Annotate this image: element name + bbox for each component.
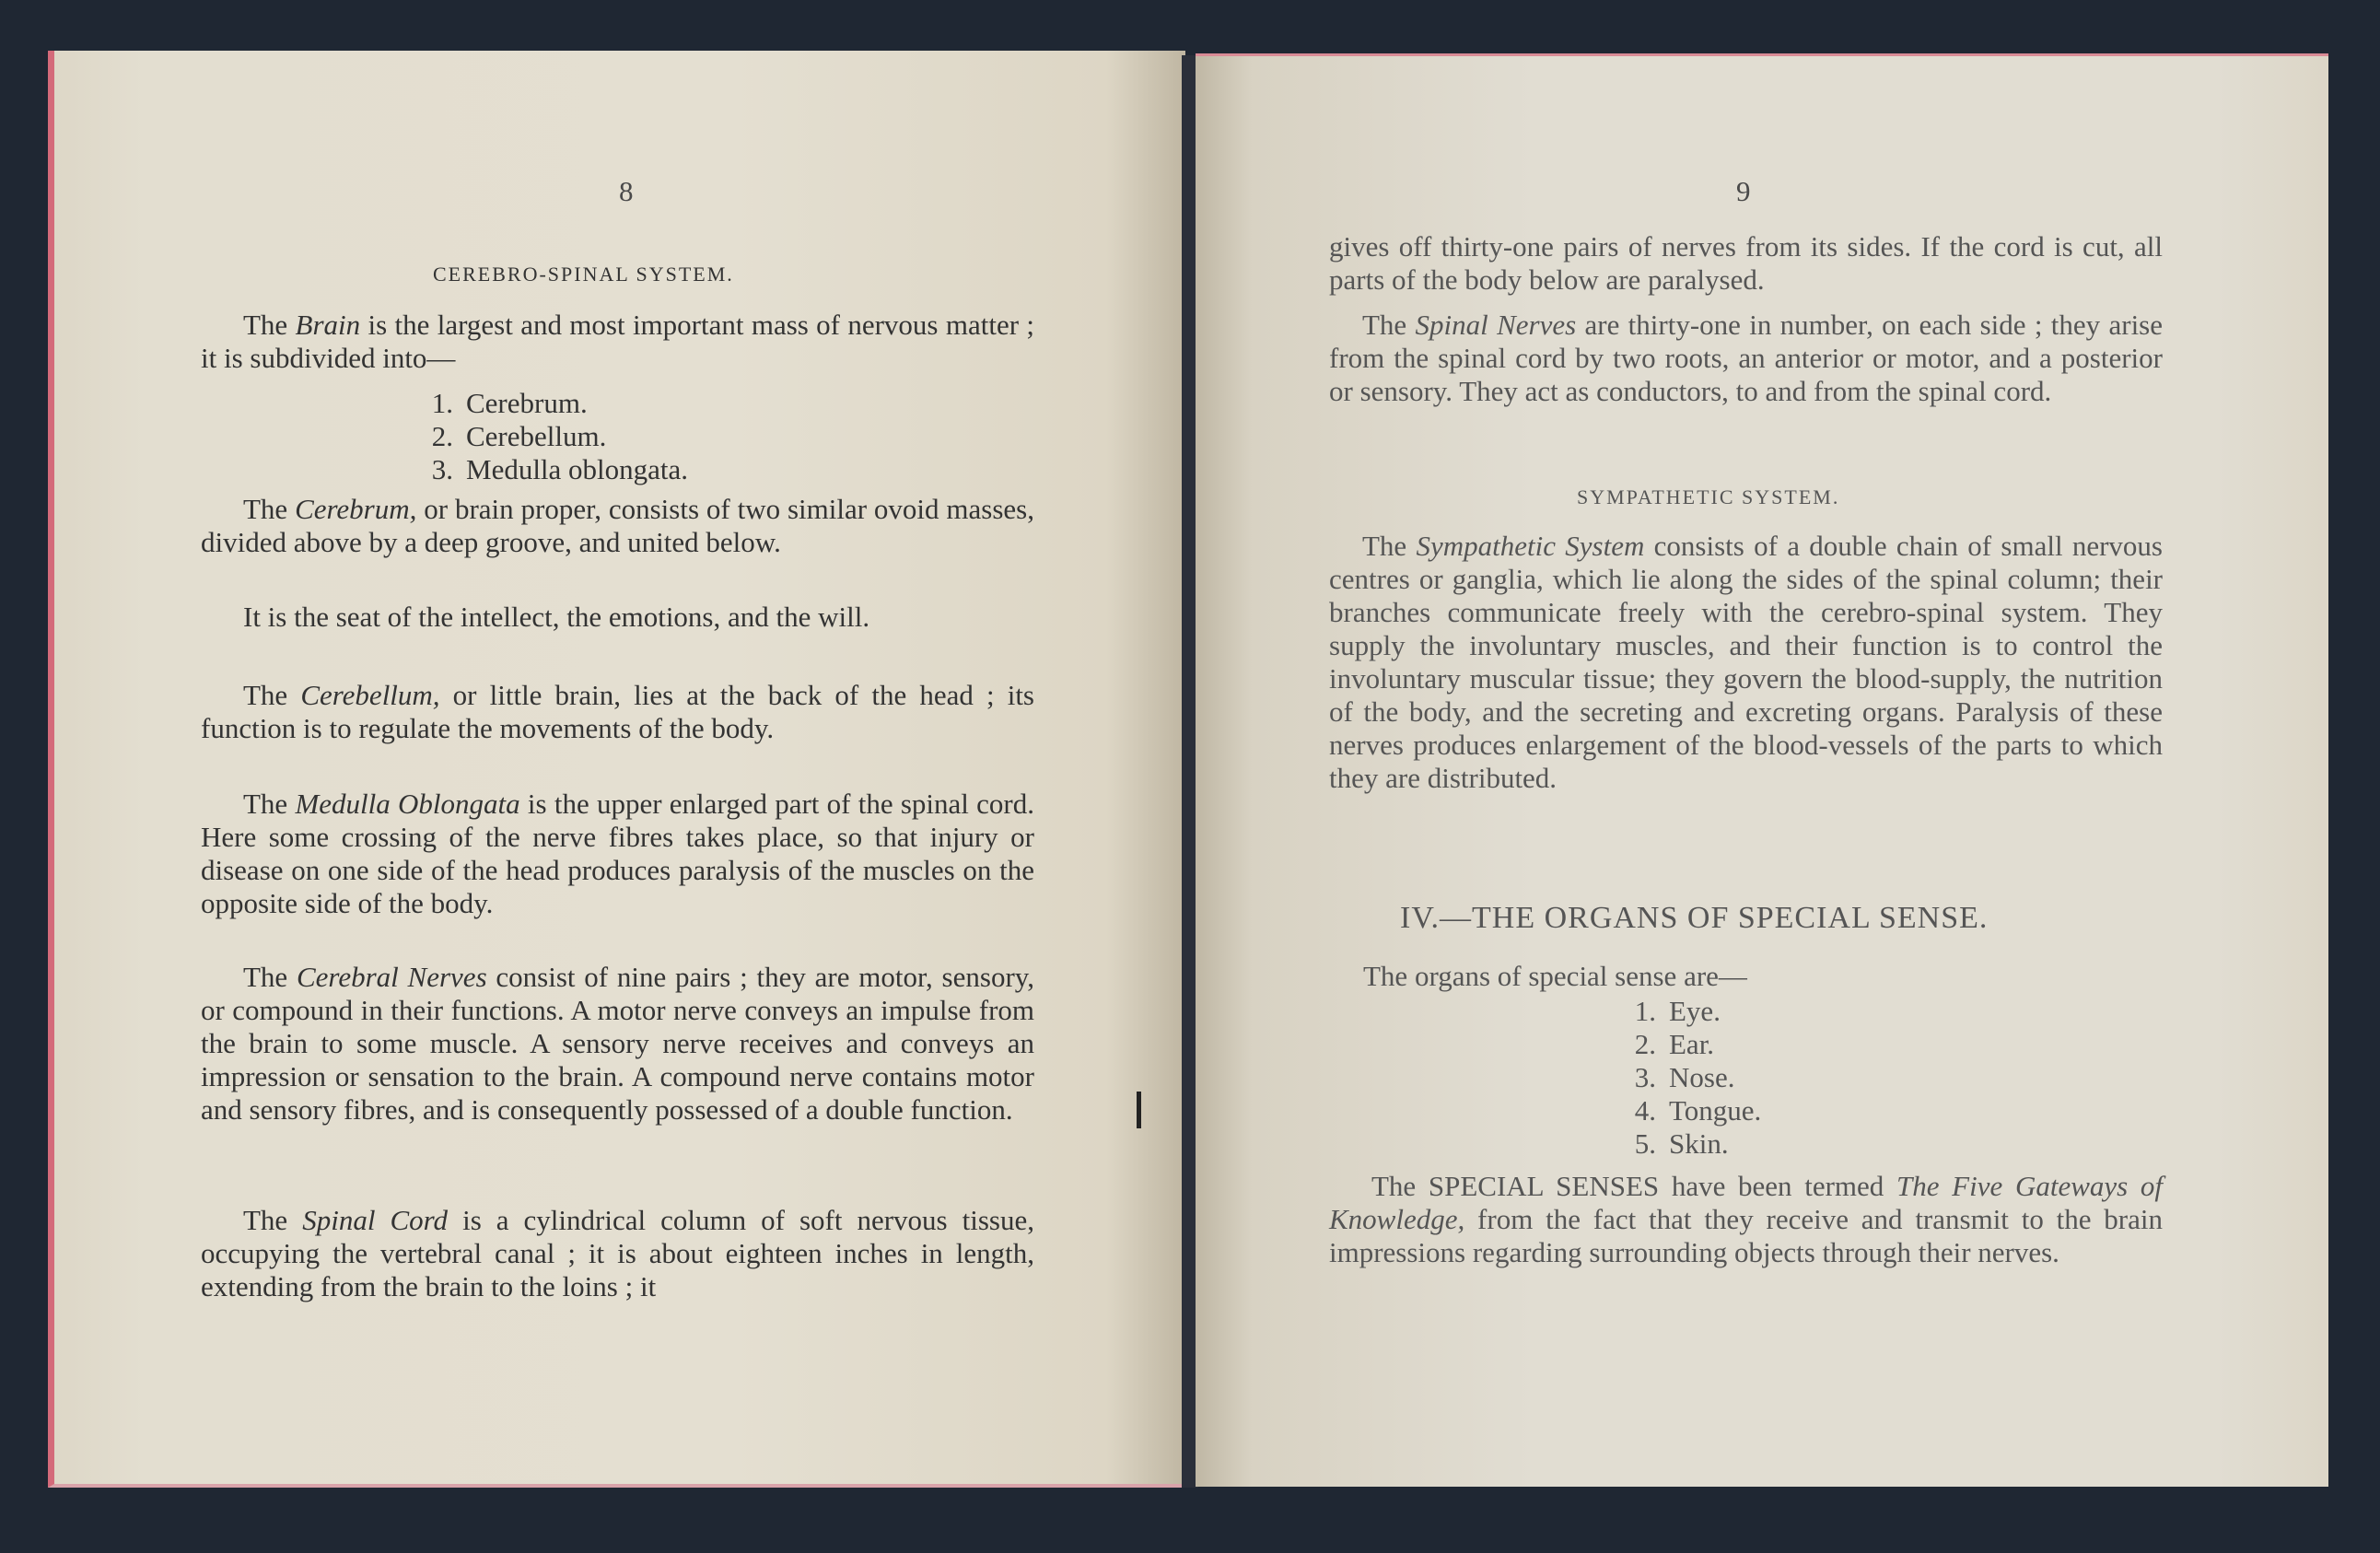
- list-item: 2. Cerebellum.: [431, 420, 607, 452]
- cerebral-nerves-paragraph: The Cerebral Nerves consist of nine pairs ; they are motor, sensory, or compound in their functions. A motor nerve conveys an impulse from the brain to some muscle. A sensory nerve receives and conveys an impression or sensation to the brain. A compound nerve contains motor and sensory fibres, and is consequently possessed of a double function.: [201, 961, 1035, 1126]
- list-item: 2. Ear.: [1634, 1028, 1715, 1060]
- sympathetic-paragraph: The Sympathetic System consists of a double chain of small nervous centres or ganglia, which lie along the sides of the spinal column; their branches communicate freely with the cerebro-spinal system. They supply the involuntary muscles, and their function is to control the involuntary muscular tissue; they govern the blood-supply, the nutrition of the body, and the secreting and excreting organs. Paralysis of these nerves produces enlargement of the blood-vessels of the parts to which they are distributed.: [1329, 530, 2163, 794]
- brain-term: Brain: [295, 309, 361, 341]
- organs-heading: IV.—THE ORGANS OF SPECIAL SENSE.: [1400, 901, 1989, 935]
- brain-pre: The: [243, 309, 296, 341]
- list-item: 3. Nose.: [1634, 1061, 1735, 1093]
- spinal-cord-term: Spinal Cord: [302, 1204, 449, 1236]
- sympathetic-heading: SYMPATHETIC SYSTEM.: [1577, 485, 1840, 508]
- senses-list: [1621, 995, 1761, 1161]
- continuation-paragraph: gives off thirty-one pairs of nerves from its sides. If the cord is cut, all parts of the body below are paralysed.: [1329, 230, 2163, 296]
- special-senses-term: The Five Gateways of Knowledge,: [1329, 1170, 2163, 1235]
- cerebrum-paragraph: The Cerebrum, or brain proper, consists of two similar ovoid masses, divided above by a deep groove, and united below.: [201, 493, 1034, 558]
- cerebro-spinal-heading: CEREBRO-SPINAL SYSTEM.: [433, 263, 734, 286]
- brain-parts-list: [418, 387, 688, 486]
- sympathetic-term: Sympathetic System: [1416, 530, 1645, 562]
- spinal-cord-paragraph: The Spinal Cord is a cylindrical column of soft nervous tissue, occupying the vertebral canal ; it is about eighteen inches in length, extending from the brain to the loins ; it: [201, 1204, 1034, 1302]
- list-item: 1. Cerebrum.: [431, 387, 588, 419]
- seat-paragraph: It is the seat of the intellect, the emotions, and the will.: [243, 601, 870, 633]
- cerebellum-paragraph: The Cerebellum, or little brain, lies at the back of the head ; its function is to regulate the movements of the body.: [201, 679, 1034, 744]
- medulla-term: Medulla Oblongata: [295, 788, 520, 820]
- spine-mark: [1137, 1092, 1141, 1128]
- left-page-number: 8: [619, 175, 634, 207]
- list-item: 3. Medulla oblongata.: [431, 453, 689, 485]
- list-item: 5. Skin.: [1634, 1127, 1729, 1160]
- cerebrum-term: Cerebrum,: [295, 493, 417, 525]
- cerebral-nerves-term: Cerebral Nerves: [296, 961, 487, 993]
- list-item: 4. Tongue.: [1634, 1094, 1762, 1127]
- right-page-number: 9: [1736, 175, 1751, 207]
- special-senses-paragraph: The SPECIAL SENSES have been termed The Five Gateways of Knowledge, from the fact that they receive and transmit to the brain impressions regarding surrounding objects through their nerves.: [1329, 1170, 2163, 1268]
- spinal-nerves-term: Spinal Nerves: [1415, 309, 1577, 341]
- cerebellum-term: Cerebellum,: [300, 679, 440, 711]
- brain-post: is the largest and most important mass of nervous matter ; it is subdivided into—: [201, 309, 1034, 374]
- organs-intro: The organs of special sense are—: [1363, 960, 1747, 992]
- list-item: 1. Eye.: [1634, 995, 1721, 1027]
- medulla-paragraph: The Medulla Oblongata is the upper enlarged part of the spinal cord. Here some crossing of the nerve fibres takes place, so that injury or disease on one side of the head produces paralysis of the muscles on the opposite side of the body.: [201, 788, 1034, 919]
- brain-paragraph: [201, 309, 1034, 375]
- spinal-nerves-paragraph: The Spinal Nerves are thirty-one in number, on each side ; they arise from the spinal cord by two roots, an anterior or motor, and a posterior or sensory. They act as conductors, to and from the spinal cord.: [1329, 309, 2164, 407]
